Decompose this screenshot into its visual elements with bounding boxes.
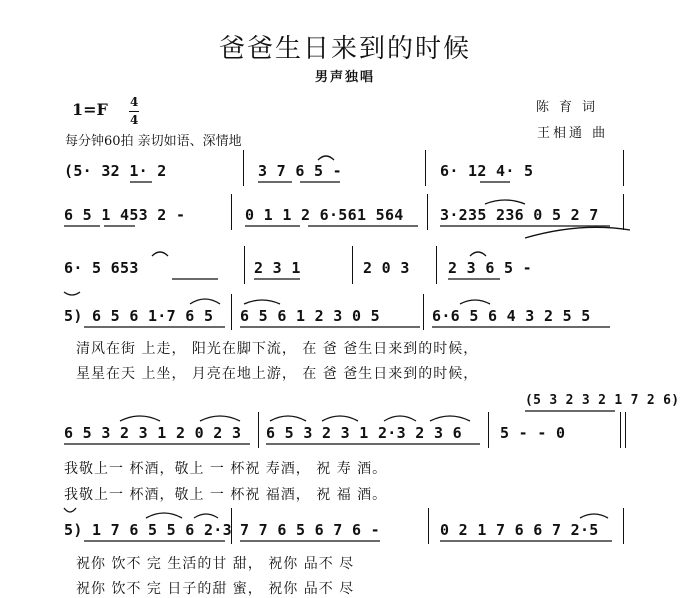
slur (470, 252, 486, 256)
slur (580, 514, 608, 518)
line4-lyric-verse1: 清风在街 上走， 阳光在脚下流， 在 爸 爸生日来到的时候， (76, 341, 479, 357)
tempo-marking: 每分钟60拍 亲切如语、深情地 (65, 134, 242, 149)
lyricist-credit: 陈育词 (536, 100, 606, 115)
line1-measure2: 3 7 6 5 - (258, 162, 342, 180)
line6-lyric-verse2: 祝你 饮不 完 日子的甜 蜜， 祝你 品不 尽 (76, 581, 355, 597)
line3-measure3: 2 0 3 (363, 259, 410, 277)
slur (430, 416, 470, 421)
key-signature: 1=F (72, 100, 108, 119)
line5-measure1: 6 5 3 2 3 1 2 0 2 3 (64, 424, 242, 442)
line5-lyric-verse2: 我敬上一 杯酒，敬上 一 杯祝 福酒， 祝 福 酒。 (64, 487, 388, 503)
song-title: 爸爸生日来到的时候 (218, 34, 471, 64)
slur (318, 156, 334, 160)
line2-measure2: 0 1 1 2 6·561 564 (245, 206, 404, 224)
time-signature-bottom: 4 (130, 113, 139, 127)
composer-credit: 王相通 曲 (537, 126, 609, 141)
slur (322, 416, 358, 421)
slur (120, 416, 160, 421)
line6-measure3: 0 2 1 7 6 6 7 2·5 (440, 521, 599, 539)
time-signature-top: 4 (130, 95, 139, 109)
slur (194, 514, 218, 518)
line5-measure3: 5 - - 0 (500, 424, 566, 442)
slur (384, 416, 416, 421)
line6-measure2: 7 7 6 5 6 7 6 - (240, 521, 380, 539)
line6-lyric-verse1: 祝你 饮不 完 生活的甘 甜， 祝你 品不 尽 (76, 556, 355, 572)
line3-measure2: 2 3 1 (254, 259, 301, 277)
line3-measure4: 2 3 6 5 - (448, 259, 532, 277)
slur (525, 227, 630, 238)
line5-measure2: 6 5 3 2 3 1 2·3 2 3 6 (266, 424, 462, 442)
song-subtitle: 男声独唱 (314, 70, 375, 85)
slur (146, 513, 182, 518)
slur (270, 416, 306, 421)
line5-lyric-verse1: 我敬上一 杯酒，敬上 一 杯祝 寿酒， 祝 寿 酒。 (64, 461, 388, 477)
slur (190, 299, 220, 304)
line4-lyric-verse2: 星星在天 上坐， 月亮在地上游， 在 爸 爸生日来到的时候， (76, 366, 479, 382)
slur (64, 292, 80, 295)
line2-measure3: 3·235 236 0 5 2 7 (440, 206, 599, 224)
slur (460, 300, 490, 304)
line4-measure1: 5) 6 5 6 1·7 6 5 (64, 307, 214, 325)
line1-measure3: 6· 12 4· 5 (440, 162, 534, 180)
slur (152, 252, 168, 256)
slur (485, 200, 525, 204)
line2-measure1: 6 5 1 453 2 - (64, 206, 186, 224)
line6-measure1: 5) 1 7 6 5 5 6 2·3 (64, 521, 232, 539)
line4-measure2: 6 5 6 1 2 3 0 5 (240, 307, 380, 325)
line3-measure1: 6· 5 653 (64, 259, 139, 277)
slur (244, 300, 280, 304)
line1-measure1: (5· 32 1· 2 (64, 162, 167, 180)
slur (64, 508, 76, 512)
line4-measure3: 6·6 5 6 4 3 2 5 5 (432, 307, 591, 325)
slur (200, 416, 240, 421)
interlude-notes: (5 3 2 3 2 1 7 2 6) (525, 393, 680, 408)
